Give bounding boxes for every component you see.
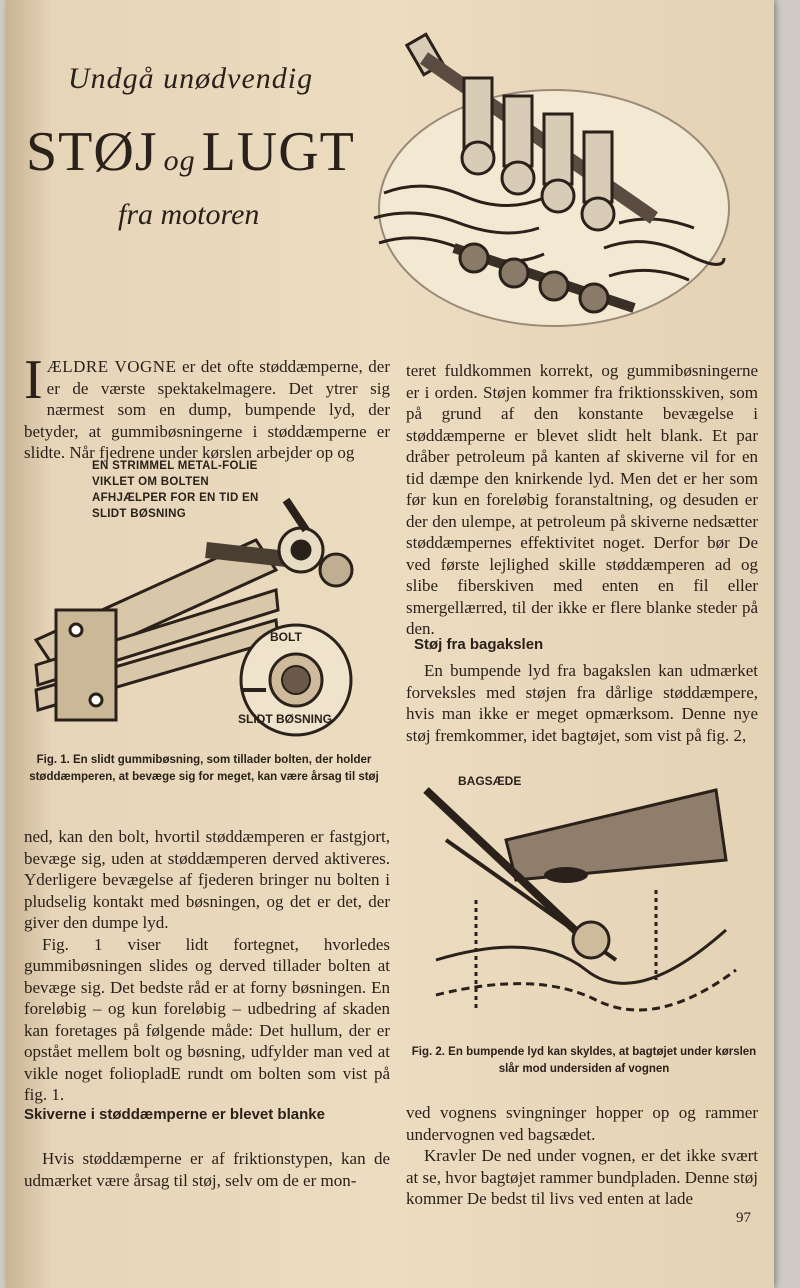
- figure2-illustration: [416, 780, 746, 1020]
- figure1-caption: Fig. 1. En slidt gummibøsning, som tillader bolten, der holder støddæmperen, at bevæge sig for meget, kan være årsag til støj: [29, 754, 379, 783]
- figure2-caption: Fig. 2. En bumpende lyd kan skyldes, at bagtøjet under kørslen slår mod undersiden af vognen: [411, 1046, 757, 1075]
- title-word-stoj: STØJ: [26, 121, 158, 183]
- title-line-2: [26, 120, 355, 184]
- figure1-illustration: [26, 490, 366, 740]
- right-bottom-p2: Kravler De ned under vognen, er det ikke svært at se, hvor bagtøjet rammer bundpladen. Denne støj kommer De bedst til livs ved enten at lade: [406, 1146, 758, 1208]
- title-line-3: fra motoren: [118, 198, 260, 231]
- figure1-label-bushing: SLIDT BØSNING: [238, 712, 333, 726]
- right-mid-paragraph: En bumpende lyd fra bagakslen kan udmærket forveksles med støjen fra dårlige støddæmpere, hvis man ikke er meget opmærksom. Denne nye støj fremkommer, idet bagtøjet, som vist på fig. 2,: [406, 661, 758, 745]
- engine-illustration: [354, 18, 734, 338]
- heading-bagakslen: Støj fra bagakslen: [414, 636, 544, 653]
- title-word-lugt: LUGT: [201, 121, 355, 183]
- left-body-p1: ned, kan den bolt, hvortil støddæmperen er fastgjort, bevæge sig, uden at støddæmperen derved aktiveres. Yderligere bevægelse af fjederen bringer nu bolten i pludselig kontakt med bøsningen, og det er det, der giver den dumpe lyd.: [24, 827, 390, 932]
- heading-skiverne: Skiverne i støddæmperne er blevet blanke: [24, 1106, 325, 1123]
- left-body-p2: Fig. 1 viser lidt fortegnet, hvorledes gummibøsningen slides og derved tillader bolten at bevæge sig. Det bedste råd er at forny bøsningen. En foreløbig – og kun foreløbig – udbedring af skaden kan foretages på følgende måde: Det hullum, der er opstået mellem bolt og bøsning, udfylder man ved at vikle noget foliopladE rundt om bolten som vist på fig. 1.: [24, 934, 390, 1104]
- left-end-paragraph: Hvis støddæmperne er af friktionstypen, kan de udmærket være årsag til støj, selv om de er mon-: [24, 1149, 390, 1190]
- figure2-label-seat: BAGSÆDE: [458, 774, 522, 788]
- figure1-label-bolt: BOLT: [270, 630, 302, 644]
- page-number: 97: [736, 1210, 751, 1226]
- magazine-page: [6, 0, 774, 1288]
- intro-caps: ÆLDRE VOGNE: [46, 357, 177, 376]
- title-line-1: Undgå unødvendig: [68, 62, 314, 95]
- left-body: [24, 826, 390, 1106]
- right-bottom-p1: ved vognens svingninger hopper op og rammer undervognen ved bagsædet.: [406, 1103, 758, 1144]
- right-top-paragraph: teret fuldkommen korrekt, og gummibøsningerne er i orden. Støjen kommer fra friktionsskiven, som på grund af den konstante bevægelse i støddæmperne er blevet slidt helt blank. Et par dråber petroleum på kanten af skiverne vil for en tid dæmpe den knirkende lyd. Men det er her som før kun en foreløbig foranstaltning, og desuden er der den ulempe, at petroleum på skiverne nedsætter støddæmpernes effektivitet noget. Derfor bør De ved første lejlighed skille støddæmperen ad og slibe fiberskiven med enten en fil eller smergellærred, til der ikke er flere blanke steder på den.: [406, 361, 758, 638]
- figure1-note: EN STRIMMEL METAL-FOLIE VIKLET OM BOLTEN AFHJÆLPER FOR EN TID EN SLIDT BØSNING: [92, 460, 259, 520]
- intro-text: er det ofte støddæmperne, der er de værste spektakelmagere. Det ytrer sig nærmest som en dump, bumpende lyd, der betyder, at gummibøsningerne i støddæmperne er slidte. Når fjedrene under kørslen arbejder op og: [24, 357, 391, 462]
- drop-cap: I: [24, 349, 43, 411]
- right-bottom: [406, 1102, 758, 1210]
- title-word-og: og: [163, 144, 196, 177]
- intro-paragraph: [24, 349, 391, 464]
